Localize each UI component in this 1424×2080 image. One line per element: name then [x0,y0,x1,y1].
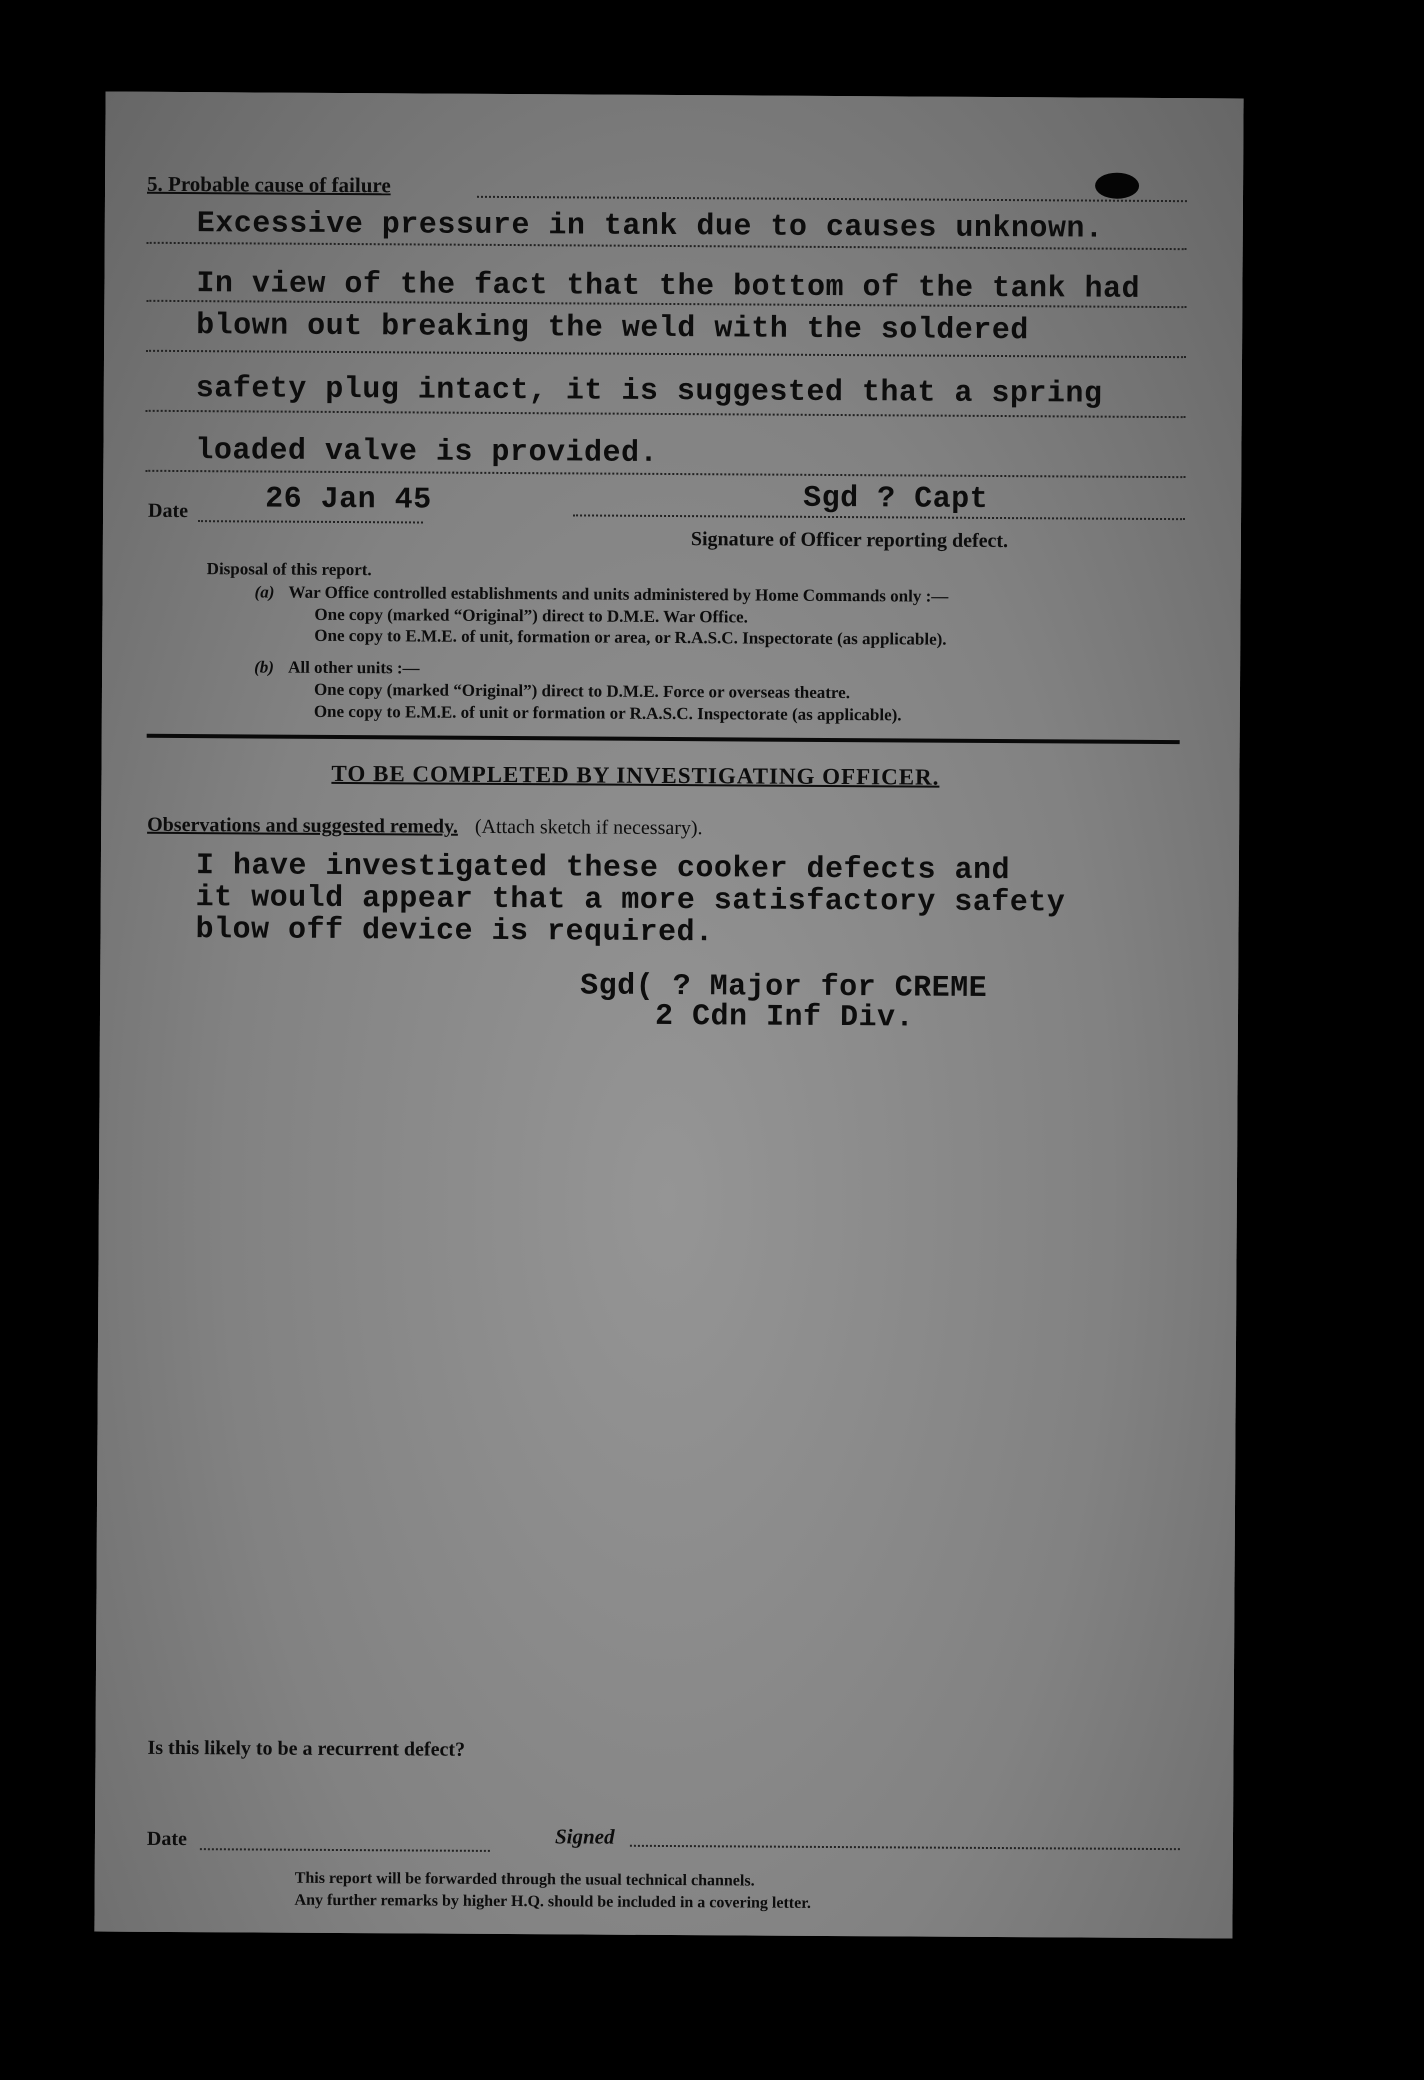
investigating-signature-line-2: 2 Cdn Inf Div. [654,999,915,1036]
observation-line-2: it would appear that a more satisfactory safety [195,881,1066,921]
footer-note-1: This report will be forwarded through the usual technical channels. [294,1869,755,1890]
disposal-a-line-1: One copy (marked “Original”) direct to D.M.E. War Office. [314,604,748,627]
recurrent-question: Is this likely to be a recurrent defect? [147,1736,466,1761]
observation-line-1: I have investigated these cooker defects and [195,849,1011,889]
cause-line-4: safety plug intact, it is suggested that a spring [195,372,1103,412]
observation-line-3: blow off device is required. [195,913,714,951]
disposal-a-text: War Office controlled establishments and units administered by Home Commands only :— [288,582,949,606]
disposal-a-line-2: One copy to E.M.E. of unit, formation or area, or R.A.S.C. Inspectorate (as applicable). [314,625,947,649]
disposal-a-marker: (a) [254,582,275,602]
dotted-line [630,1845,1180,1850]
section-5-label: 5. Probable cause of failure [146,171,391,198]
disposal-b-line-2: One copy to E.M.E. of unit or formation or R.A.S.C. Inspectorate (as applicable). [313,701,902,725]
observations-hint: (Attach sketch if necessary). [474,815,703,840]
footer-note-2: Any further remarks by higher H.Q. should be included in a covering letter. [294,1891,811,1912]
investigating-signature-line-1: Sgd( ? Major for CREME [580,969,988,1006]
signature-caption: Signature of Officer reporting defect. [690,528,1009,553]
date-label: Date [148,499,189,523]
footer-signed-label: Signed [554,1824,615,1849]
observations-row [147,814,703,840]
dotted-line [145,470,1185,478]
investigating-heading: TO BE COMPLETED BY INVESTIGATING OFFICER. [331,760,940,790]
footer-date-label: Date [146,1827,188,1851]
cause-line-1: Excessive pressure in tank due to causes unknown. [196,207,1104,247]
cause-line-3: blown out breaking the weld with the soldered [196,309,1029,349]
report-date: 26 Jan 45 [265,482,432,518]
reporting-officer-signature: Sgd ? Capt [803,481,989,517]
dotted-line [198,520,423,523]
dotted-line [200,1848,490,1852]
disposal-b-line-1: One copy (marked “Original”) direct to D.M.E. Force or overseas theatre. [313,679,851,703]
observations-label: Observations and suggested remedy. [147,813,458,838]
disposal-heading: Disposal of this report. [206,559,372,580]
cause-line-5: loaded valve is provided. [195,434,659,471]
disposal-b-marker: (b) [254,657,275,677]
report-page [94,92,1243,1939]
section-divider [147,734,1180,744]
dotted-line [146,350,1186,358]
cause-line-2: In view of the fact that the bottom of the tank had [196,267,1141,307]
disposal-b-text: All other units :— [288,657,420,678]
ink-blot [1095,173,1139,199]
dotted-line [477,196,1187,202]
